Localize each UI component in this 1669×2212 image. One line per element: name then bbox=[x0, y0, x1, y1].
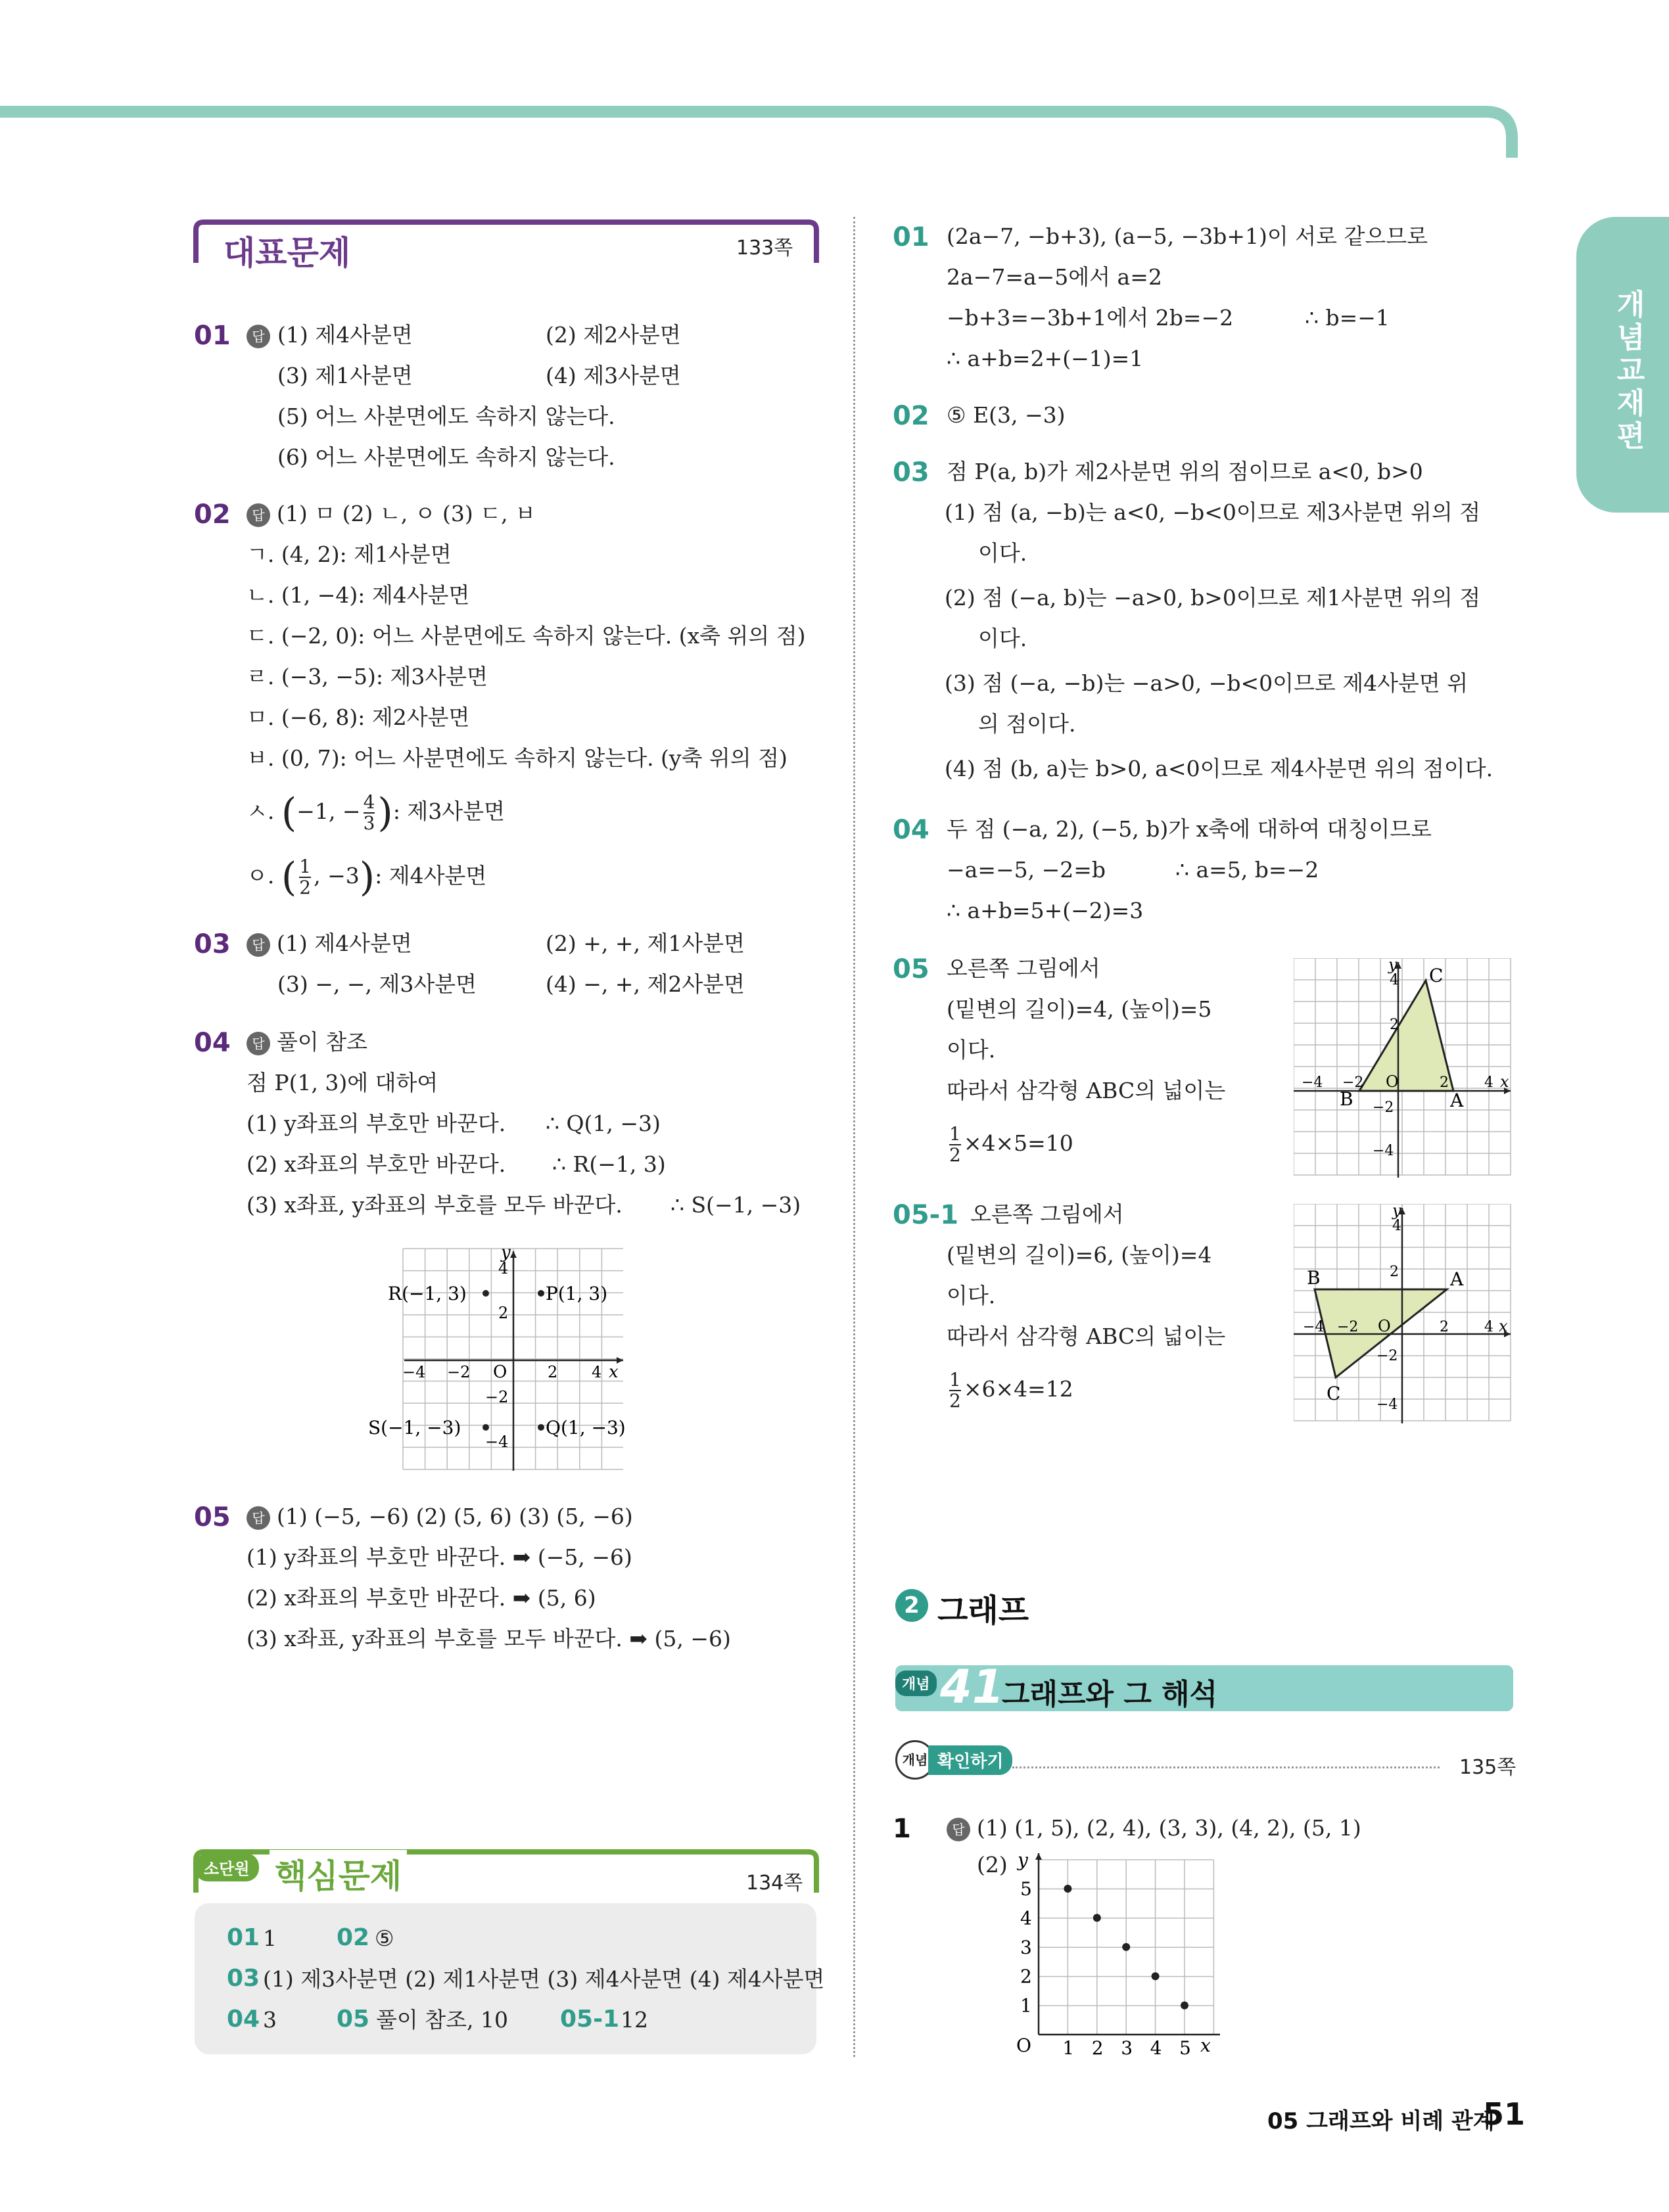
core-r3f: 12 bbox=[621, 2007, 648, 2033]
r-q051-l2: (밑변의 길이)=6, (높이)=4 bbox=[947, 1242, 1212, 1268]
r-q02-l1: ⑤ E(3, −3) bbox=[947, 402, 1066, 428]
data-point bbox=[1064, 1885, 1071, 1893]
q051-graph bbox=[1294, 1204, 1515, 1425]
tick-y2: 2 bbox=[1390, 1264, 1399, 1280]
q03-a2: (2) +, +, 제1사분면 bbox=[546, 931, 745, 956]
core-r1b: 1 bbox=[263, 1925, 277, 1951]
origin-label: O bbox=[1378, 1317, 1391, 1335]
data-point bbox=[1152, 1972, 1160, 1980]
tick-y3: 3 bbox=[1020, 1936, 1032, 1958]
tick-xm4: −4 bbox=[1302, 1074, 1323, 1091]
r-q03-l4: (4) 점 (b, a)는 b>0, a<0이므로 제4사분면 위의 점이다. bbox=[945, 756, 1493, 781]
r-q1-ans-text: (1) (1, 5), (2, 4), (3, 3), (4, 2), (5, 1) bbox=[977, 1815, 1361, 1841]
tick-y2: 2 bbox=[1390, 1017, 1399, 1033]
tick-ym2: −2 bbox=[1373, 1099, 1394, 1116]
r-q05-l5 bbox=[947, 1120, 1073, 1166]
tick-x2: 2 bbox=[1440, 1074, 1449, 1091]
q05-l1: (1) y좌표의 부호만 바꾼다. ➡ (−5, −6) bbox=[247, 1544, 632, 1570]
r-q04-number: 04 bbox=[893, 815, 929, 845]
check-dots bbox=[1012, 1766, 1440, 1768]
q05-number: 05 bbox=[194, 1502, 231, 1532]
q02-l4: ㄹ. (−3, −5): 제3사분면 bbox=[247, 664, 488, 689]
q02-l8: ㅇ. ( $\frac{1}{2}$ , −3): 제4사분면 bbox=[247, 854, 487, 900]
page-number: 51 bbox=[1483, 2096, 1526, 2132]
q04-l1: 점 P(1, 3)에 대하여 bbox=[247, 1070, 438, 1095]
q03-number: 03 bbox=[194, 929, 231, 959]
answer-icon: 답 bbox=[247, 1506, 270, 1530]
q02-l7-frac: $\frac{4}{3}$ bbox=[363, 791, 375, 834]
answer-icon: 답 bbox=[247, 1032, 270, 1055]
label-S: S(−1, −3) bbox=[368, 1417, 461, 1439]
origin-label: O bbox=[1016, 2035, 1031, 2056]
answer-icon: 답 bbox=[947, 1818, 970, 1841]
tick-xm2: −2 bbox=[1342, 1074, 1364, 1091]
q04-number: 04 bbox=[194, 1028, 231, 1058]
r-q01-number: 01 bbox=[893, 222, 929, 252]
r-q01-l1: (2a−7, −b+3), (a−5, −3b+1)이 서로 같으므로 bbox=[947, 223, 1428, 249]
r-q05-l3: 이다. bbox=[947, 1037, 996, 1063]
q03-a1: (1) 제4사분면 bbox=[277, 931, 412, 956]
tick-ym4: −4 bbox=[1376, 1396, 1398, 1413]
r-q1-number: 1 bbox=[893, 1814, 911, 1844]
q02-l7-val: −1, − bbox=[296, 798, 361, 824]
q03-a1-row bbox=[247, 931, 412, 957]
core-r3c: 05 bbox=[337, 2006, 370, 2033]
r-q1-answer bbox=[947, 1815, 1361, 1841]
label-A: A bbox=[1450, 1090, 1464, 1111]
q01-a2: (2) 제2사분면 bbox=[546, 322, 681, 348]
tick-y1: 1 bbox=[1020, 1994, 1032, 2017]
q02-l7: ㅅ. (−1, − $\frac{4}{3}$ ): 제3사분면 bbox=[247, 790, 505, 836]
q02-number: 02 bbox=[194, 499, 231, 530]
q03-a4: (4) −, +, 제2사분면 bbox=[546, 971, 745, 997]
tick-y4: 4 bbox=[498, 1259, 509, 1278]
r-q03-l1: (1) 점 (a, −b)는 a<0, −b<0이므로 제3사분면 위의 점 bbox=[945, 499, 1481, 525]
r-q051-frac: $\frac{1}{2}$ bbox=[949, 1369, 961, 1412]
r-q01-l4: ∴ a+b=2+(−1)=1 bbox=[947, 346, 1144, 371]
r-q051-l5-text: ×6×4=12 bbox=[963, 1376, 1073, 1402]
tick-xm4: −4 bbox=[402, 1363, 426, 1381]
q05-l2: (2) x좌표의 부호만 바꾼다. ➡ (5, 6) bbox=[247, 1585, 596, 1611]
label-B: B bbox=[1340, 1088, 1353, 1110]
q01-number: 01 bbox=[194, 321, 231, 351]
tick-y5: 5 bbox=[1020, 1878, 1032, 1900]
q03-a3: (3) −, −, 제3사분면 bbox=[277, 971, 477, 997]
r-q03-l1b: 이다. bbox=[978, 540, 1027, 566]
r-q03-l3: (3) 점 (−a, −b)는 −a>0, −b<0이므로 제4사분면 위 bbox=[945, 670, 1469, 696]
column-divider bbox=[853, 217, 855, 2057]
q02-l2: ㄴ. (1, −4): 제4사분면 bbox=[247, 582, 470, 608]
core-r3b: 3 bbox=[263, 2007, 277, 2033]
q05-ans-text: (1) (−5, −6) (2) (5, 6) (3) (5, −6) bbox=[277, 1504, 633, 1529]
r-q03-number: 03 bbox=[893, 457, 929, 488]
r-q051-number: 05-1 bbox=[893, 1200, 959, 1230]
r-q03-l2b: 이다. bbox=[978, 626, 1027, 651]
y-label: y bbox=[1388, 958, 1398, 974]
r-q051-l5 bbox=[947, 1366, 1073, 1412]
y-label: y bbox=[501, 1243, 511, 1262]
label-A: A bbox=[1450, 1268, 1464, 1290]
q04-l4r: ∴ S(−1, −3) bbox=[670, 1192, 801, 1218]
core-tag: 소단원 bbox=[195, 1853, 259, 1881]
side-tab bbox=[1576, 217, 1669, 513]
r-q05-l2: (밑변의 길이)=4, (높이)=5 bbox=[947, 996, 1212, 1022]
r-q01-l3: −b+3=−3b+1에서 2b=−2 bbox=[947, 305, 1234, 331]
q04-l4: (3) x좌표, y좌표의 부호를 모두 바꾼다. bbox=[247, 1192, 623, 1218]
tick-xm4: −4 bbox=[1303, 1319, 1325, 1335]
q01-answer-row bbox=[247, 322, 277, 348]
x-label: x bbox=[1499, 1317, 1508, 1335]
origin-label: O bbox=[1386, 1072, 1399, 1091]
tick-x4: 4 bbox=[1484, 1074, 1493, 1091]
core-r1c: 02 bbox=[337, 1924, 370, 1951]
q02-l7-label: ㅅ. bbox=[247, 798, 275, 824]
q02-l8-label: ㅇ. bbox=[247, 863, 275, 888]
tick-x4: 4 bbox=[1484, 1319, 1493, 1335]
q1-graph bbox=[1010, 1851, 1227, 2061]
r-q05-number: 05 bbox=[893, 954, 929, 984]
section-title: 그래프 bbox=[937, 1592, 1029, 1629]
answer-icon: 답 bbox=[247, 503, 270, 527]
point-P bbox=[538, 1290, 544, 1297]
q02-l3: ㄷ. (−2, 0): 어느 사분면에도 속하지 않는다. (x축 위의 점) bbox=[247, 623, 806, 649]
core-title: 핵심문제 bbox=[270, 1850, 407, 1897]
point-Q bbox=[538, 1424, 544, 1431]
q01-a4: (4) 제3사분면 bbox=[546, 363, 681, 388]
core-r1a: 01 bbox=[227, 1924, 260, 1951]
q02-l8-val: , −3 bbox=[314, 863, 360, 888]
r-q1-sub: (2) bbox=[977, 1852, 1008, 1878]
header-page: 133쪽 bbox=[736, 237, 793, 260]
r-q03-l2: (2) 점 (−a, b)는 −a>0, b>0이므로 제1사분면 위의 점 bbox=[945, 585, 1481, 611]
tick-x4: 4 bbox=[592, 1363, 602, 1381]
r-q05-frac: $\frac{1}{2}$ bbox=[949, 1123, 961, 1166]
label-C: C bbox=[1327, 1383, 1341, 1404]
tick-ym2: −2 bbox=[485, 1388, 509, 1406]
concept-number: 41 bbox=[940, 1660, 1004, 1714]
answer-icon: 답 bbox=[247, 933, 270, 957]
label-R: R(−1, 3) bbox=[388, 1283, 467, 1304]
q05-l3: (3) x좌표, y좌표의 부호를 모두 바꾼다. ➡ (5, −6) bbox=[247, 1626, 731, 1651]
q04-l2r: ∴ Q(1, −3) bbox=[546, 1111, 661, 1136]
q04-l3r: ∴ R(−1, 3) bbox=[552, 1151, 666, 1177]
r-q051-l1: 오른쪽 그림에서 bbox=[970, 1201, 1124, 1227]
tick-ym2: −2 bbox=[1376, 1348, 1398, 1364]
q02-l6: ㅂ. (0, 7): 어느 사분면에도 속하지 않는다. (y축 위의 점) bbox=[247, 745, 787, 771]
tick-ym4: −4 bbox=[1373, 1143, 1394, 1159]
core-r2b: (1) 제3사분면 (2) 제1사분면 (3) 제4사분면 (4) 제4사분면 bbox=[263, 1966, 825, 1992]
tick-y2: 2 bbox=[1020, 1966, 1032, 1988]
r-q051-l3: 이다. bbox=[947, 1283, 996, 1308]
r-q03-l3b: 의 점이다. bbox=[978, 711, 1076, 737]
tick-x3: 3 bbox=[1121, 2037, 1133, 2059]
header-title: 대표문제 bbox=[217, 227, 357, 274]
core-page: 134쪽 bbox=[746, 1872, 803, 1895]
side-tab-label: 개념교재편 bbox=[1611, 289, 1645, 453]
y-label: y bbox=[1392, 1204, 1401, 1220]
data-point bbox=[1122, 1943, 1130, 1951]
tick-x2: 2 bbox=[548, 1363, 558, 1381]
x-label: x bbox=[1200, 2035, 1211, 2056]
q02-ans-text: (1) ㅁ (2) ㄴ, ㅇ (3) ㄷ, ㅂ bbox=[277, 501, 536, 526]
concept-tag: 개념 bbox=[895, 1671, 937, 1696]
q04-ans-text: 풀이 참조 bbox=[277, 1029, 368, 1055]
core-r1d: ⑤ bbox=[375, 1925, 394, 1951]
tick-x2: 2 bbox=[1091, 2037, 1104, 2059]
label-B: B bbox=[1307, 1267, 1321, 1289]
q02-l8-frac: $\frac{1}{2}$ bbox=[299, 856, 312, 898]
q02-answer bbox=[247, 501, 536, 527]
data-point bbox=[1093, 1914, 1101, 1922]
tick-x4: 4 bbox=[1150, 2037, 1162, 2059]
q04-answer bbox=[247, 1029, 367, 1055]
point-S bbox=[482, 1424, 489, 1431]
r-q051-l4: 따라서 삼각형 ABC의 넓이는 bbox=[947, 1324, 1226, 1349]
q04-l2: (1) y좌표의 부호만 바꾼다. bbox=[247, 1111, 506, 1136]
core-r3d: 풀이 참조, 10 bbox=[376, 2007, 508, 2033]
r-q02-number: 02 bbox=[893, 401, 929, 431]
q01-a1: (1) 제4사분면 bbox=[277, 322, 413, 348]
q01-a6: (6) 어느 사분면에도 속하지 않는다. bbox=[277, 444, 615, 470]
label-C: C bbox=[1429, 965, 1444, 986]
tick-y4: 4 bbox=[1392, 1218, 1401, 1234]
section-number: 2 bbox=[895, 1589, 928, 1622]
top-banner bbox=[0, 105, 1525, 158]
q04-l3: (2) x좌표의 부호만 바꾼다. bbox=[247, 1151, 506, 1177]
r-q04-l1: 두 점 (−a, 2), (−5, b)가 x축에 대하여 대칭이므로 bbox=[947, 816, 1432, 842]
q05-answer bbox=[247, 1504, 633, 1530]
q01-a3: (3) 제1사분면 bbox=[277, 363, 413, 388]
q02-l7-quad: : 제3사분면 bbox=[392, 798, 505, 824]
check-page: 135쪽 bbox=[1459, 1756, 1516, 1779]
r-q03-l0: 점 P(a, b)가 제2사분면 위의 점이므로 a<0, b>0 bbox=[947, 459, 1423, 484]
x-label: x bbox=[609, 1362, 619, 1382]
q02-l1: ㄱ. (4, 2): 제1사분면 bbox=[247, 541, 452, 567]
label-Q: Q(1, −3) bbox=[546, 1417, 626, 1439]
core-r3a: 04 bbox=[227, 2006, 260, 2033]
data-point bbox=[1181, 2002, 1188, 2010]
tick-xm2: −2 bbox=[1337, 1319, 1359, 1335]
answer-icon: 답 bbox=[247, 325, 270, 348]
q02-l8-quad: : 제4사분면 bbox=[375, 863, 487, 888]
tick-xm2: −2 bbox=[447, 1363, 471, 1381]
q01-a5: (5) 어느 사분면에도 속하지 않는다. bbox=[277, 403, 615, 429]
tick-x1: 1 bbox=[1062, 2037, 1075, 2059]
r-q05-l4: 따라서 삼각형 ABC의 넓이는 bbox=[947, 1078, 1226, 1103]
tick-x5: 5 bbox=[1179, 2037, 1191, 2059]
core-r3e: 05-1 bbox=[560, 2006, 620, 2033]
footer-chapter: 05 그래프와 비례 관계 bbox=[1267, 2108, 1495, 2134]
r-q04-l2r: ∴ a=5, b=−2 bbox=[1175, 857, 1319, 883]
core-r2a: 03 bbox=[227, 1965, 260, 1992]
r-q04-l3: ∴ a+b=5+(−2)=3 bbox=[947, 898, 1144, 923]
r-q01-l2: 2a−7=a−5에서 a=2 bbox=[947, 264, 1162, 290]
r-q05-l1: 오른쪽 그림에서 bbox=[947, 956, 1100, 981]
point-R bbox=[482, 1290, 489, 1297]
r-q04-l2: −a=−5, −2=b bbox=[947, 857, 1106, 883]
tick-y4: 4 bbox=[1390, 972, 1399, 988]
concept-title: 그래프와 그 해석 bbox=[1002, 1678, 1218, 1711]
x-label: x bbox=[1500, 1072, 1509, 1091]
tick-y4: 4 bbox=[1020, 1907, 1032, 1929]
check-tag: 개념 bbox=[895, 1740, 935, 1780]
y-label: y bbox=[1018, 1851, 1028, 1871]
q05-graph bbox=[1294, 958, 1515, 1179]
q02-l5: ㅁ. (−6, 8): 제2사분면 bbox=[247, 704, 470, 730]
tick-y2: 2 bbox=[498, 1304, 509, 1322]
check-title: 확인하기 bbox=[928, 1745, 1012, 1775]
tick-ym4: −4 bbox=[485, 1433, 509, 1451]
tick-x2: 2 bbox=[1440, 1319, 1449, 1335]
q04-graph bbox=[355, 1242, 670, 1472]
r-q05-l5-text: ×4×5=10 bbox=[963, 1130, 1073, 1156]
label-P: P(1, 3) bbox=[546, 1283, 608, 1304]
r-q01-l3r: ∴ b=−1 bbox=[1305, 305, 1390, 331]
origin-label: O bbox=[493, 1362, 507, 1382]
